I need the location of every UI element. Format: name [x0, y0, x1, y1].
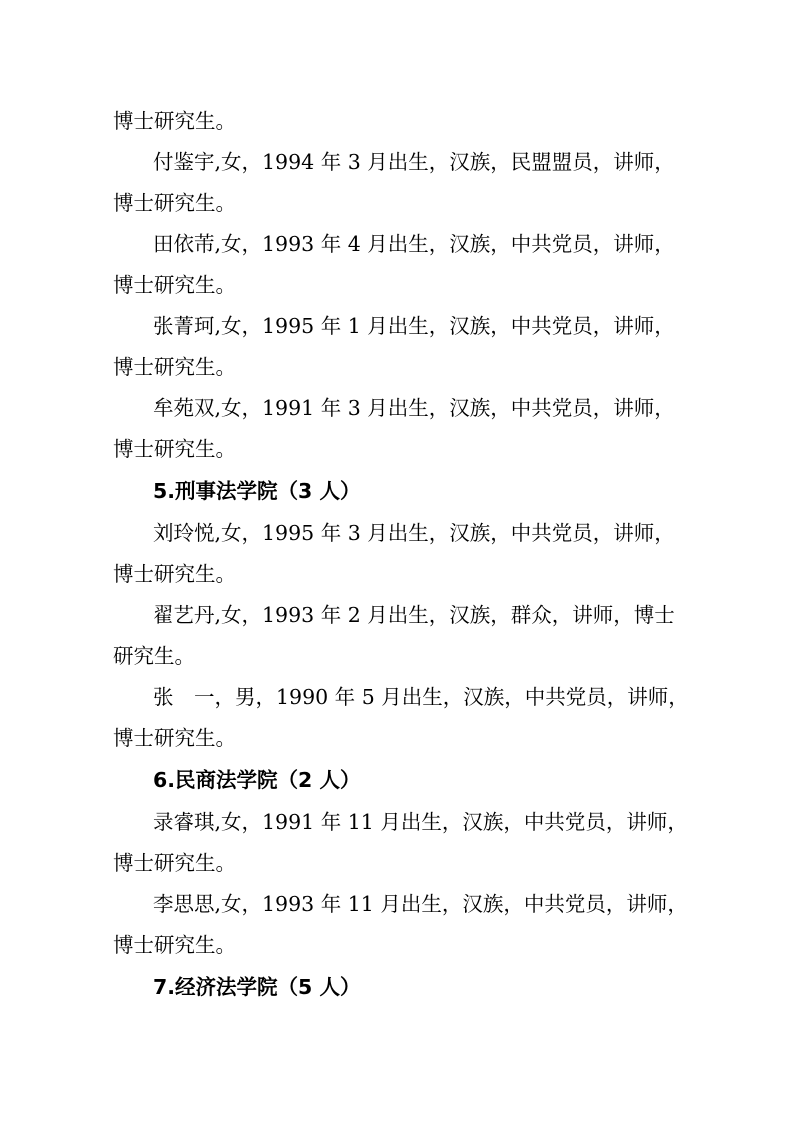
continuation-line: 博士研究生。	[113, 273, 236, 297]
person-entry-text: 田依芾,女，1993 年 4 月出生，汉族，中共党员，讲师，	[153, 232, 675, 256]
person-entry-text: 李思思,女，1993 年 11 月出生，汉族，中共党员，讲师，	[153, 892, 688, 916]
person-entry	[153, 387, 793, 429]
person-entry	[153, 223, 793, 265]
person-entry	[153, 883, 793, 925]
continuation-line: 博士研究生。	[113, 437, 236, 461]
continuation-line: 博士研究生。	[113, 851, 236, 875]
person-entry-text: 刘玲悦,女，1995 年 3 月出生，汉族，中共党员，讲师，	[153, 521, 675, 545]
person-entry-text: 付鉴宇,女，1994 年 3 月出生，汉族，民盟盟员，讲师，	[153, 150, 675, 174]
continuation-line: 研究生。	[113, 644, 195, 668]
person-entry	[153, 594, 793, 636]
person-entry-text: 张 一，男，1990 年 5 月出生，汉族，中共党员，讲师，	[153, 685, 689, 709]
person-entry	[153, 801, 793, 843]
continuation-line: 博士研究生。	[113, 933, 236, 957]
person-entry-text: 张菁珂,女，1995 年 1 月出生，汉族，中共党员，讲师，	[153, 314, 675, 338]
person-entry	[153, 141, 793, 183]
continuation-line: 博士研究生。	[113, 355, 236, 379]
section-heading: 7.经济法学院（5 人）	[153, 975, 361, 999]
person-entry-text: 录睿琪,女，1991 年 11 月出生，汉族，中共党员，讲师，	[153, 810, 688, 834]
section-heading: 6.民商法学院（2 人）	[153, 768, 361, 792]
continuation-line: 博士研究生。	[113, 726, 236, 750]
person-entry	[153, 305, 793, 347]
person-entry-text: 翟艺丹,女，1993 年 2 月出生，汉族，群众，讲师，博士	[153, 603, 675, 627]
continuation-line: 博士研究生。	[113, 562, 236, 586]
section-heading: 5.刑事法学院（3 人）	[153, 479, 361, 503]
person-entry-text: 牟苑双,女，1991 年 3 月出生，汉族，中共党员，讲师，	[153, 396, 675, 420]
continuation-line: 博士研究生。	[113, 191, 236, 215]
person-entry	[153, 676, 793, 718]
continuation-line: 博士研究生。	[113, 109, 236, 133]
person-entry	[153, 512, 793, 554]
